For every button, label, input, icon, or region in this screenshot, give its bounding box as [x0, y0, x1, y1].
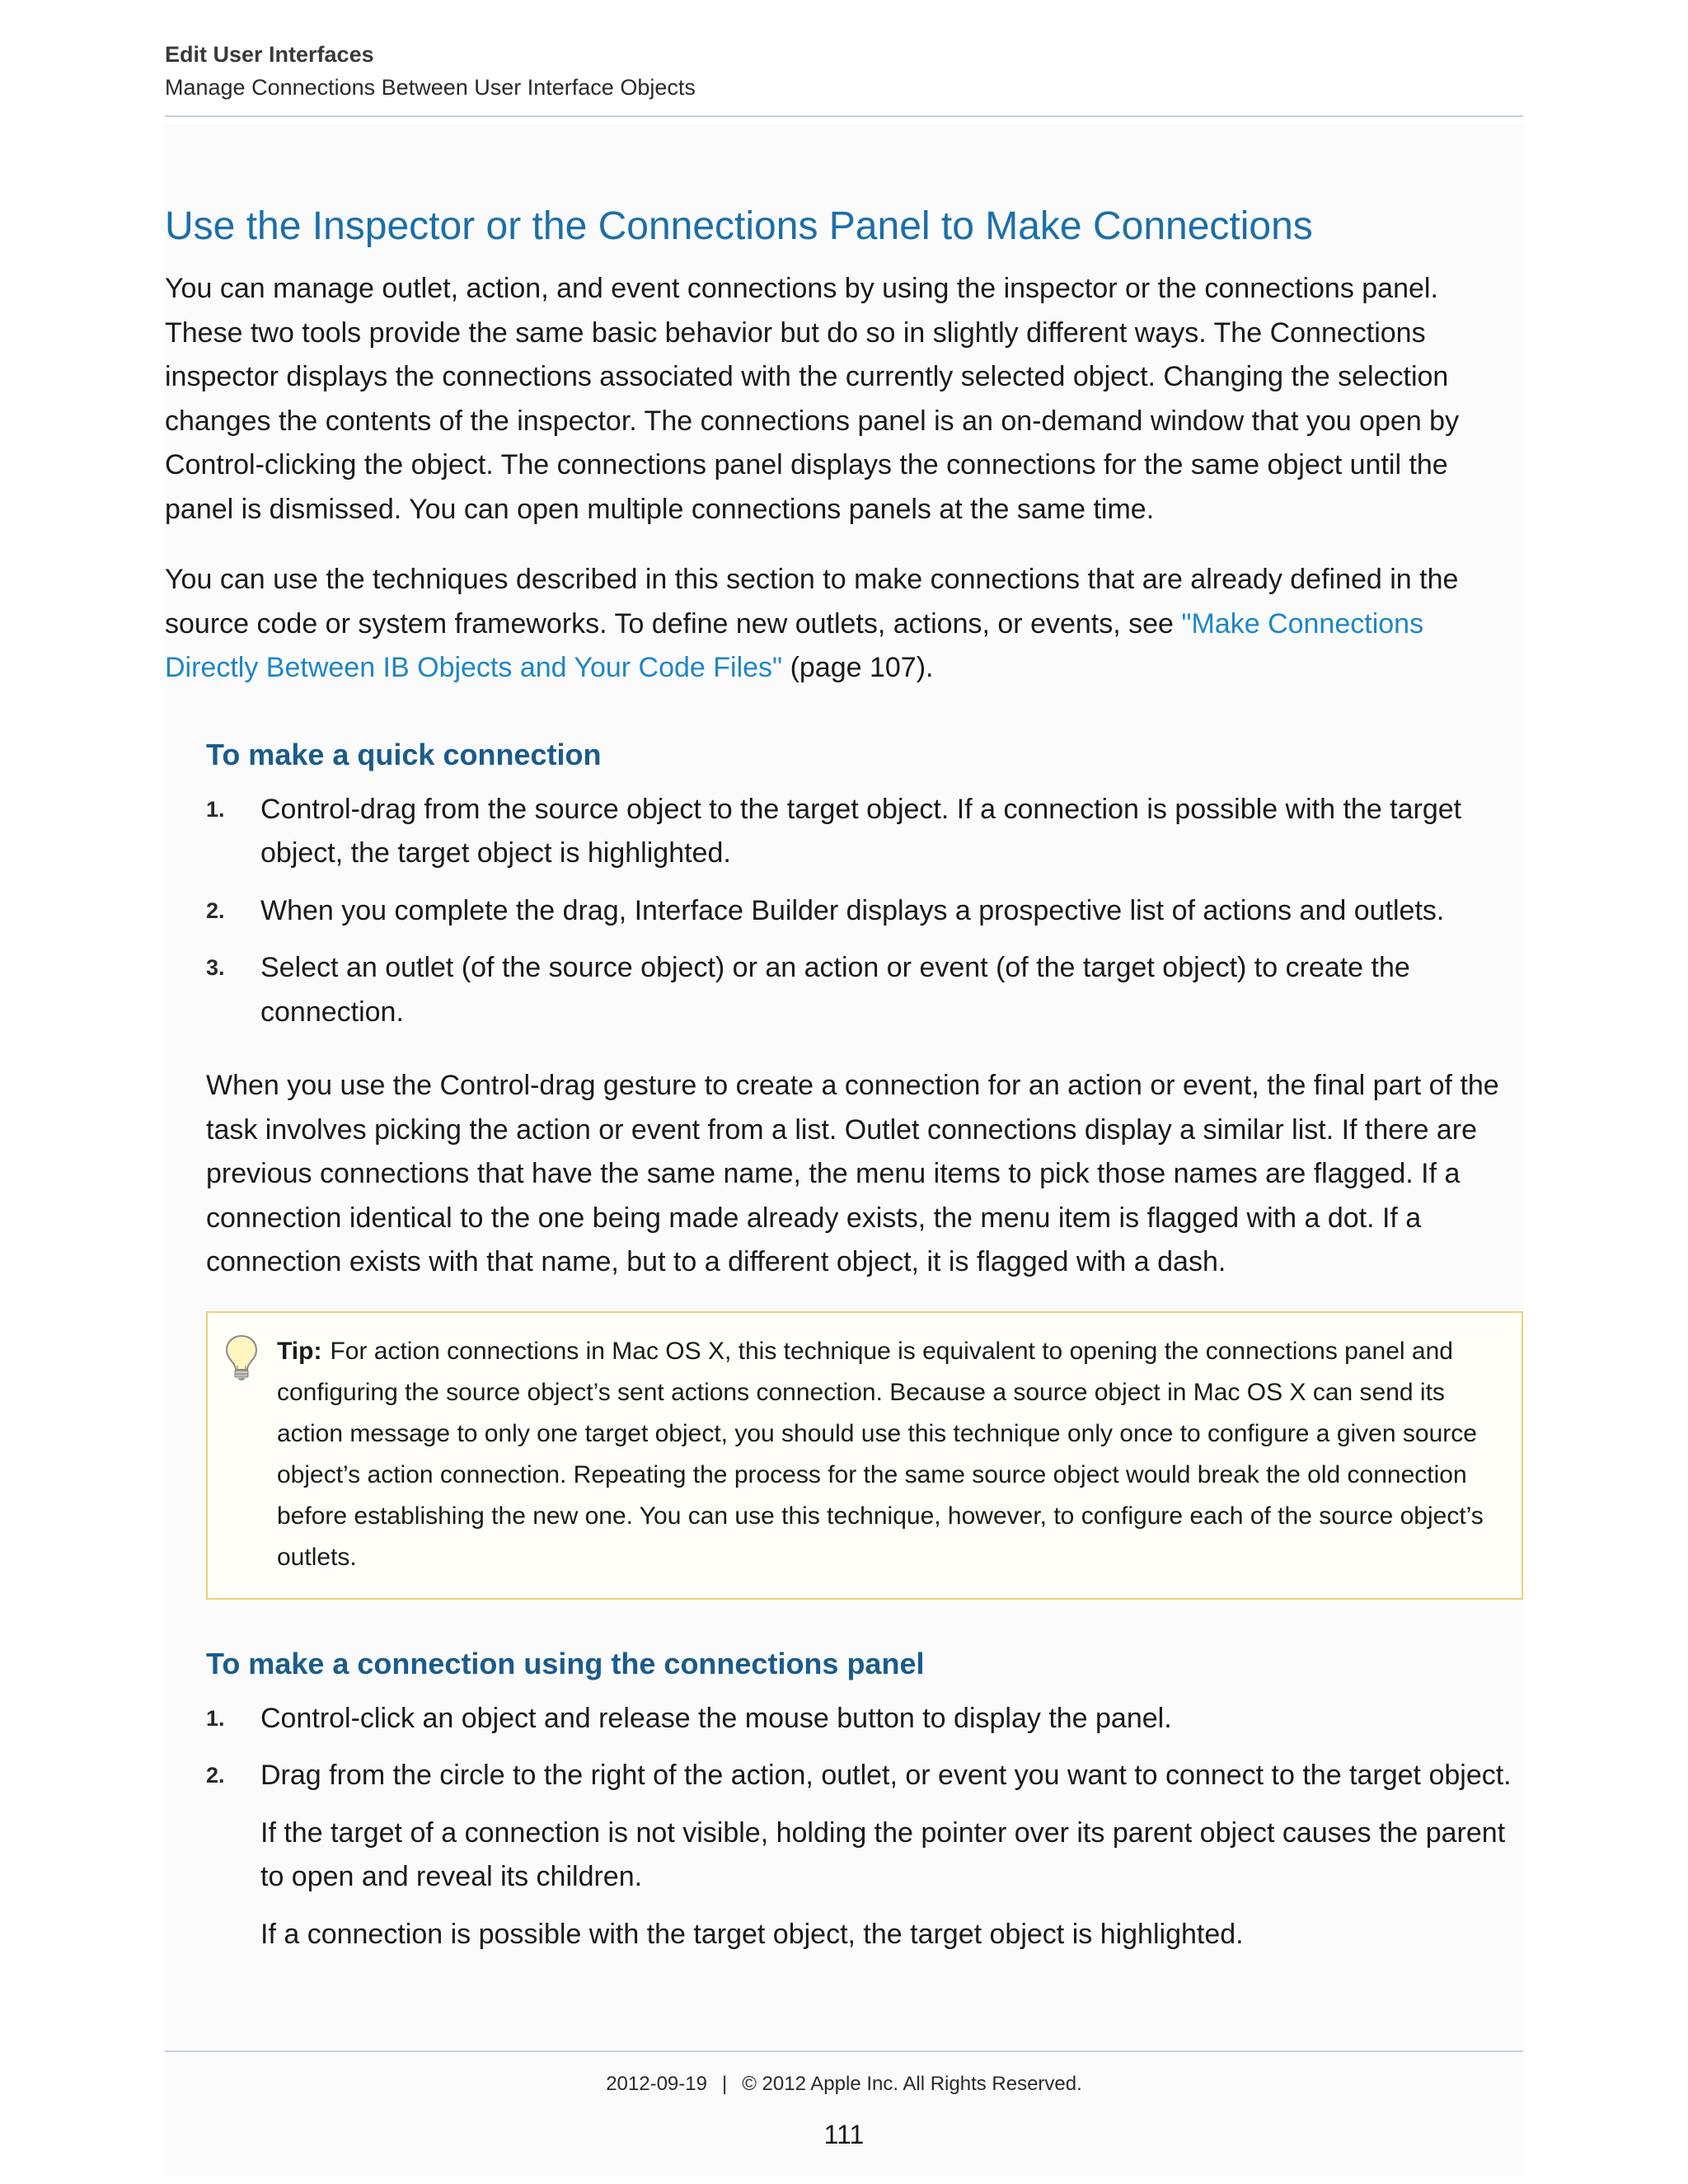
task-title: To make a quick connection [206, 737, 602, 771]
section-title: Manage Connections Between User Interface Objects [165, 75, 696, 100]
main-content [165, 198, 1523, 1970]
step-number: 1. [206, 796, 225, 822]
steps-list [206, 1697, 1523, 1957]
paragraph-text: You can use the techniques described in this section to make connections that are already defined in the source code or system frameworks. To define new outlets, actions, or events, see [165, 564, 1459, 640]
chapter-title: Edit User Interfaces [165, 42, 374, 67]
cross-reference-link[interactable]: "Make Connections Directly Between IB Objects and Your Code Files" [165, 607, 1424, 683]
page-number: 111 [823, 2120, 865, 2149]
step-note: If a connection is possible with the target object, the target object is highlighted. [260, 1918, 1244, 1950]
task-quick-connection [206, 733, 1523, 1957]
list-item [206, 946, 1523, 1034]
task-paragraph: When you use the Control-drag gesture to create a connection for an action or event, the final part of the task involves picking the action or event from a list. Outlet connections display a similar list. If there are previous connections that have the same name, the menu items to pick those names are flagged. If a connection identical to the one being made already exists, the menu item is flagged with a dot. If a connection exists with that name, but to a different object, it is flagged with a dash. [206, 1070, 1499, 1277]
list-item [206, 788, 1523, 876]
intro-paragraph: You can manage outlet, action, and event connections by using the inspector or the connections panel. These two tools provide the same basic behavior but do so in slightly different ways. The Connections inspector displays the connections associated with the currently selected object. Changing the selection changes the contents of the inspector. The connections panel is an on-demand window that you open by Control-clicking the object. The connections panel displays the connections for the same object until the panel is dismissed. You can open multiple connections panels at the same time. [165, 273, 1460, 525]
page-reference: (page 107). [782, 652, 934, 683]
list-item [206, 1754, 1523, 1957]
step-number: 1. [206, 1705, 225, 1731]
list-item [206, 1697, 1523, 1741]
steps-list [206, 788, 1523, 1035]
lightbulb-icon [223, 1333, 260, 1382]
footer-date: 2012-09-19 [606, 2073, 707, 2095]
step-text: Select an outlet (of the source object) or an action or event (of the target object) to create the connection. [260, 952, 1410, 1028]
task-title: To make a connection using the connections panel [206, 1646, 925, 1680]
footer-separator: | [721, 2073, 728, 2095]
step-note: If the target of a connection is not visible, holding the pointer over its parent object causes the parent to open and reveal its children. [260, 1816, 1506, 1892]
tip-label: Tip: [277, 1337, 322, 1365]
footer-copyright: © 2012 Apple Inc. All Rights Reserved. [742, 2073, 1082, 2095]
step-text: Control-click an object and release the mouse button to display the panel. [260, 1702, 1172, 1734]
tip-text: For action connections in Mac OS X, this technique is equivalent to opening the connections panel and configuring the source object’s sent actions connection. Because a source object in Mac OS X can send its action message to only one target object, you should use this technique only once to configure a given source object’s action connection. Repeating the process for the same source object would break the old connection before establishing the new one. You can use this technique, however, to configure each of the source object’s outlets. [277, 1337, 1484, 1571]
list-item [206, 889, 1523, 934]
techniques-paragraph [165, 558, 1523, 691]
step-number: 2. [206, 898, 225, 923]
step-text: Control-drag from the source object to the target object. If a connection is possible with the target object, the target object is highlighted. [260, 793, 1462, 869]
page-title: Use the Inspector or the Connections Panel to Make Connections [165, 204, 1313, 248]
page-header [165, 38, 1523, 117]
footer-meta [165, 2070, 1523, 2098]
step-number: 3. [206, 955, 225, 980]
step-text: When you complete the drag, Interface Builder displays a prospective list of actions and outlets. [260, 894, 1445, 926]
page-footer [165, 2050, 1523, 2151]
tip-box [206, 1311, 1523, 1600]
step-text: Drag from the circle to the right of the action, outlet, or event you want to connect to the target object. [260, 1760, 1512, 1791]
step-number: 2. [206, 1763, 225, 1788]
